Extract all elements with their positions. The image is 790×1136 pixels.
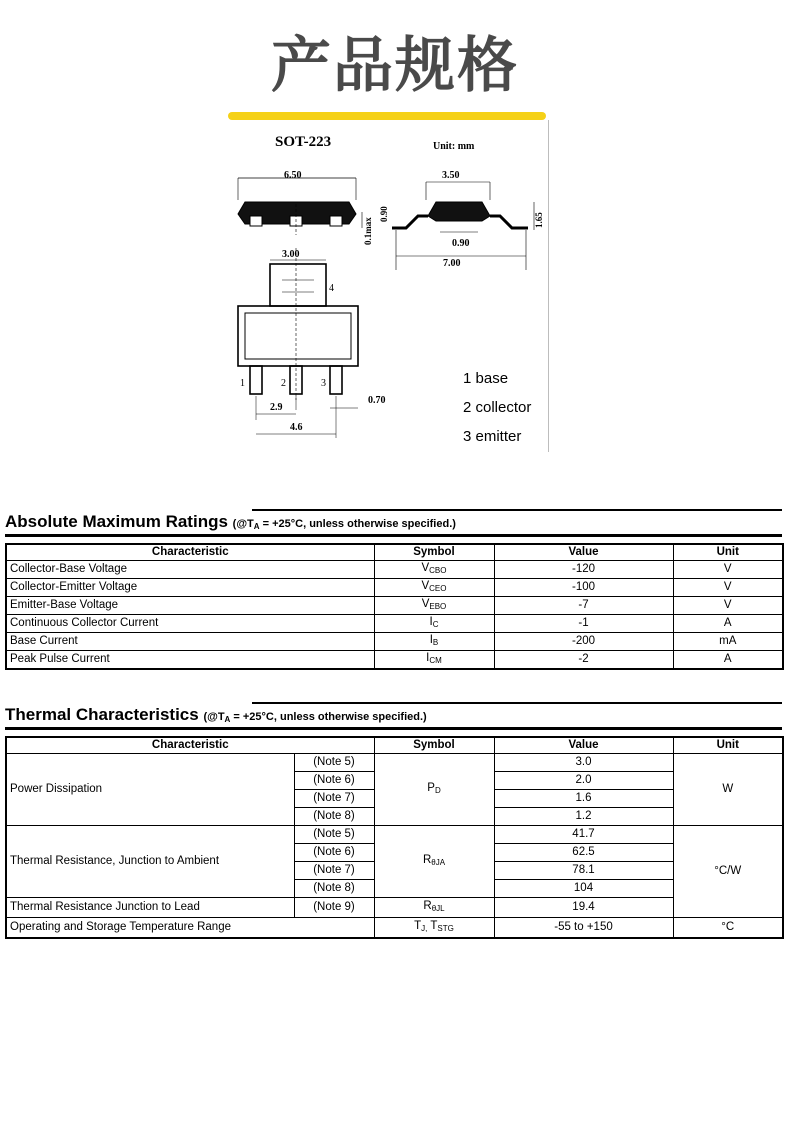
pin1-label: 1 — [240, 378, 245, 389]
pd-value: 2.0 — [494, 772, 673, 790]
abs-max-header-row — [6, 544, 783, 561]
thermal-section — [5, 705, 782, 939]
table-row — [6, 615, 783, 633]
dim-lead-w: 0.70 — [368, 395, 386, 406]
table-row — [6, 633, 783, 651]
col-symbol: Symbol — [374, 737, 494, 754]
row-unit: V — [673, 579, 783, 597]
col-value: Value — [494, 737, 673, 754]
pin4-label: 4 — [329, 283, 334, 294]
note: (Note 7) — [294, 790, 374, 808]
row-char: Collector-Emitter Voltage — [6, 579, 374, 597]
side-view — [392, 182, 534, 270]
thermal-heading: Thermal Characteristics — [5, 705, 199, 724]
abs-max-header — [5, 512, 782, 537]
row-value: -1 — [494, 615, 673, 633]
row-value: -120 — [494, 561, 673, 579]
row-char: Continuous Collector Current — [6, 615, 374, 633]
note: (Note 9) — [294, 898, 374, 918]
pin-3-emitter: 3 emitter — [463, 428, 522, 445]
table-row — [6, 754, 783, 772]
pin3-label: 3 — [321, 378, 326, 389]
dim-span: 4.6 — [290, 422, 303, 433]
rja-value: 41.7 — [494, 826, 673, 844]
unit-label: Unit: mm — [433, 141, 475, 152]
col-characteristic: Characteristic — [6, 544, 374, 561]
row-value: -100 — [494, 579, 673, 597]
pin2-label: 2 — [281, 378, 286, 389]
title-underline — [228, 112, 546, 120]
rja-symbol: $R_{\theta JA}$ — [374, 826, 494, 898]
note: (Note 8) — [294, 880, 374, 898]
note: (Note 6) — [294, 772, 374, 790]
table-row — [6, 898, 783, 918]
note: (Note 5) — [294, 754, 374, 772]
row-symbol: $V_{CEO}$ — [374, 579, 494, 597]
temp-char: Operating and Storage Temperature Range — [6, 918, 374, 938]
pd-value: 1.2 — [494, 808, 673, 826]
dim-foot: 0.90 — [452, 238, 470, 249]
table-row — [6, 579, 783, 597]
col-characteristic: Characteristic — [6, 737, 374, 754]
row-char: Emitter-Base Voltage — [6, 597, 374, 615]
pd-unit: W — [673, 754, 783, 826]
pd-char: Power Dissipation — [6, 754, 294, 826]
row-unit: V — [673, 597, 783, 615]
row-symbol: $V_{CBO}$ — [374, 561, 494, 579]
row-value: -2 — [494, 651, 673, 670]
table-row — [6, 561, 783, 579]
abs-max-section — [5, 512, 782, 670]
thermal-header-row — [6, 737, 783, 754]
table-row — [6, 597, 783, 615]
row-char: Base Current — [6, 633, 374, 651]
pd-symbol: $P_D$ — [374, 754, 494, 826]
row-char: Collector-Base Voltage — [6, 561, 374, 579]
row-char: Peak Pulse Current — [6, 651, 374, 670]
note: (Note 8) — [294, 808, 374, 826]
table-row — [6, 826, 783, 844]
col-symbol: Symbol — [374, 544, 494, 561]
temp-unit: °C — [673, 918, 783, 938]
thermal-table — [5, 736, 784, 939]
row-unit: V — [673, 561, 783, 579]
col-unit: Unit — [673, 737, 783, 754]
rja-char: Thermal Resistance, Junction to Ambient — [6, 826, 294, 898]
row-symbol: $V_{EBO}$ — [374, 597, 494, 615]
temp-symbol: $T_{J,}$ $T_{STG}$ — [374, 918, 494, 938]
note: (Note 7) — [294, 862, 374, 880]
row-unit: mA — [673, 633, 783, 651]
rja-value: 104 — [494, 880, 673, 898]
pin-2-collector: 2 collector — [463, 399, 532, 416]
row-value: -7 — [494, 597, 673, 615]
thermal-header — [5, 705, 782, 730]
row-value: -200 — [494, 633, 673, 651]
abs-max-condition: ($@T_A = +25^\circ C$, unless otherwise specified.) — [232, 518, 456, 531]
rja-unit: °C/W — [673, 826, 783, 918]
rjl-char: Thermal Resistance Junction to Lead — [6, 898, 294, 918]
rjl-value: 19.4 — [494, 898, 673, 918]
dim-side-width: 3.50 — [442, 170, 460, 181]
table-row — [6, 651, 783, 670]
rja-value: 78.1 — [494, 862, 673, 880]
abs-max-heading: Absolute Maximum Ratings — [5, 512, 228, 531]
col-unit: Unit — [673, 544, 783, 561]
dim-lead-h: 0.90 — [379, 206, 389, 222]
pin-1-base: 1 base — [463, 370, 509, 387]
page-title: 产品规格 — [271, 31, 519, 101]
note: (Note 6) — [294, 844, 374, 862]
row-symbol: $I_C$ — [374, 615, 494, 633]
bottom-view — [238, 248, 358, 438]
row-symbol: $I_{CM}$ — [374, 651, 494, 670]
rja-value: 62.5 — [494, 844, 673, 862]
pd-value: 1.6 — [494, 790, 673, 808]
dim-tab-width: 3.00 — [282, 249, 300, 260]
dim-total: 7.00 — [443, 258, 461, 269]
dim-max: 0.1max — [363, 217, 373, 245]
rjl-symbol: $R_{\theta JL}$ — [374, 898, 494, 918]
row-unit: A — [673, 651, 783, 670]
row-symbol: $I_B$ — [374, 633, 494, 651]
table-row — [6, 918, 783, 938]
row-unit: A — [673, 615, 783, 633]
dim-height: 1.65 — [534, 212, 544, 228]
col-value: Value — [494, 544, 673, 561]
thermal-condition: ($@T_A = +25^\circ C$, unless otherwise specified.) — [203, 711, 427, 724]
note: (Note 5) — [294, 826, 374, 844]
pd-value: 3.0 — [494, 754, 673, 772]
dim-pitch: 2.9 — [270, 402, 283, 413]
temp-value: -55 to +150 — [494, 918, 673, 938]
pin-list — [463, 368, 531, 455]
abs-max-table — [5, 543, 784, 670]
package-name: SOT-223 — [275, 134, 332, 150]
dim-width-top: 6.50 — [284, 170, 302, 181]
top-view — [238, 178, 362, 235]
